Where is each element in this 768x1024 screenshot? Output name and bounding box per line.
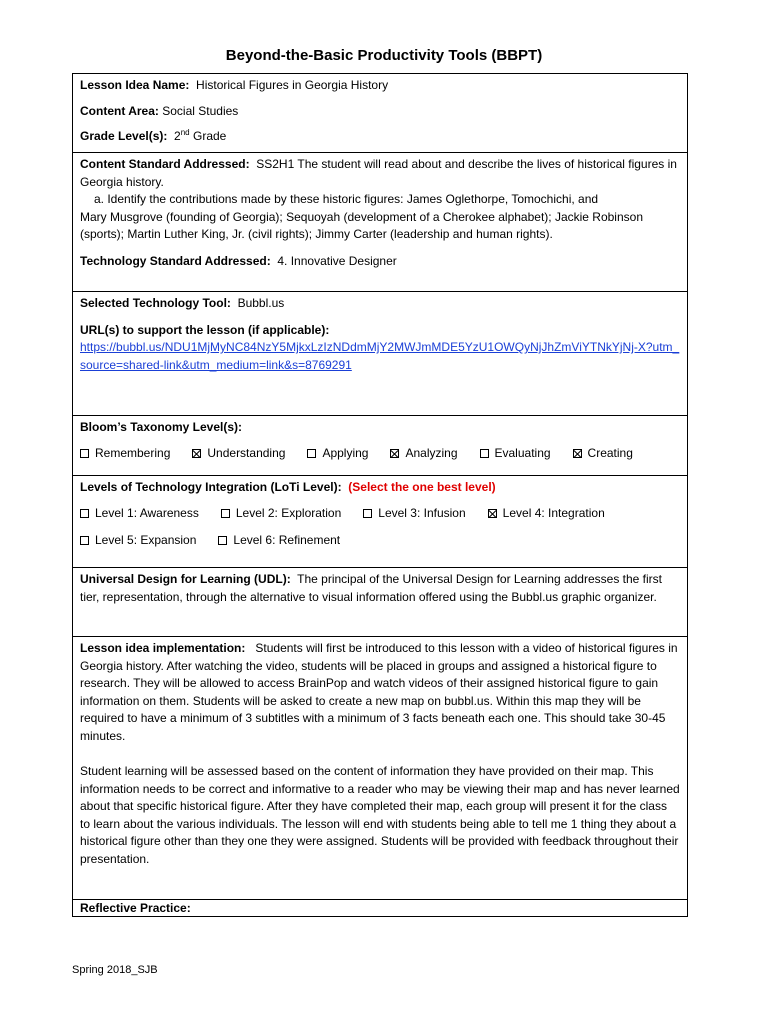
lesson-name-line	[80, 77, 680, 95]
content-standard	[80, 156, 680, 191]
udl-text-block	[80, 571, 680, 606]
loti-label: Levels of Technology Integration (LoTi Level):	[80, 480, 342, 494]
loti-option-level-5[interactable]: Level 5: Expansion	[80, 532, 196, 550]
grade-word: Grade	[192, 129, 227, 143]
blooms-option-understanding[interactable]: Understanding	[192, 445, 285, 463]
grade-suffix: nd	[180, 128, 190, 137]
implementation-para-1	[80, 640, 680, 745]
lesson-url-link[interactable]: https://bubbl.us/NDU1MjMyNC84NzY5MjkxLzIzNDdmMjY2MWJmMDE5YzU1OWQyNjJhZmViYTNkYjNj-X?utm_source=shared-link&utm_medium=link&s=8769291	[80, 340, 680, 372]
section-udl	[73, 568, 687, 637]
content-area-label: Content Area:	[80, 103, 159, 118]
checkbox-checked-icon[interactable]	[488, 509, 497, 518]
content-standard-text: SS2H1 The student will read about and describe the lives of historical figures in Georgia history.	[80, 157, 677, 189]
reflective-label: Reflective Practice:	[80, 901, 191, 915]
blooms-label: Bloom’s Taxonomy Level(s):	[80, 420, 243, 434]
grade-line	[80, 128, 680, 146]
section-blooms	[73, 416, 687, 476]
lesson-name-value: Historical Figures in Georgia History	[196, 78, 389, 92]
implementation-label: Lesson idea implementation:	[80, 641, 246, 655]
section-standards	[73, 153, 687, 292]
grade-label: Grade Level(s):	[80, 129, 168, 143]
grade-number: 2	[174, 129, 181, 143]
blooms-options	[80, 445, 680, 463]
loti-row-1	[80, 505, 680, 523]
checkbox-checked-icon[interactable]	[192, 449, 201, 458]
checkbox-icon[interactable]	[218, 536, 227, 545]
blooms-option-analyzing[interactable]: Analyzing	[390, 445, 457, 463]
tool-line	[80, 295, 680, 313]
section-reflective	[73, 900, 687, 916]
loti-option-level-3[interactable]: Level 3: Infusion	[363, 505, 465, 523]
content-area-value: Social Studies	[162, 103, 239, 118]
url-label: URL(s) to support the lesson (if applicable):	[80, 322, 330, 337]
checkbox-icon[interactable]	[480, 449, 489, 458]
tech-standard	[80, 253, 680, 271]
checkbox-icon[interactable]	[80, 509, 89, 518]
loti-option-level-1[interactable]: Level 1: Awareness	[80, 505, 199, 523]
loti-option-level-4[interactable]: Level 4: Integration	[488, 505, 605, 523]
loti-note: (Select the one best level)	[348, 480, 496, 494]
blooms-option-evaluating[interactable]: Evaluating	[480, 445, 551, 463]
tech-standard-value: 4. Innovative Designer	[277, 253, 397, 268]
checkbox-icon[interactable]	[363, 509, 372, 518]
section-implementation	[73, 637, 687, 900]
loti-option-level-2[interactable]: Level 2: Exploration	[221, 505, 341, 523]
loti-option-level-6[interactable]: Level 6: Refinement	[218, 532, 340, 550]
lesson-name-label: Lesson Idea Name:	[80, 78, 190, 92]
udl-label: Universal Design for Learning (UDL):	[80, 572, 291, 586]
blooms-option-remembering[interactable]: Remembering	[80, 445, 170, 463]
loti-row-2	[80, 532, 680, 550]
implementation-para-2: Student learning will be assessed based on the content of information they have provided on their map. This information needs to be correct and informative to a reader who may be viewing their map and has never learned about that specific historical figure. After they have completed their map, each group will present it for the class to learn about the various individuals. The lesson will end with students being able to tell me 1 thing they about a historical figure other than they one they were assigned. Students will be provided with feedback throughout their presentation.	[80, 764, 680, 866]
checkbox-icon[interactable]	[221, 509, 230, 518]
content-area-line	[80, 103, 680, 121]
blooms-option-applying[interactable]: Applying	[307, 445, 368, 463]
implementation-text-1: Students will first be introduced to this lesson with a video of historical figures in Georgia history. After watching the video, students will be placed in groups and assigned a historical figure to research. They will be allowed to access BrainPop and watch videos of their assigned historical figure to gain information on them. Students will be asked to create a new map on bubbl.us. Within this map they will be required to have a minimum of 3 subtitles with a minimum of 3 facts beneath each one. This should take 30-45 minutes.	[80, 641, 678, 743]
section-tool	[73, 292, 687, 416]
checkbox-icon[interactable]	[80, 449, 89, 458]
loti-header	[80, 479, 680, 497]
document-title: Beyond-the-Basic Productivity Tools (BBPT)	[225, 47, 543, 64]
blooms-option-creating[interactable]: Creating	[573, 445, 633, 463]
checkbox-checked-icon[interactable]	[390, 449, 399, 458]
content-standard-item-a: a. Identify the contributions made by these historic figures: James Oglethorpe, Tomochichi, and	[94, 192, 599, 206]
tool-value: Bubbl.us	[237, 296, 285, 310]
tech-standard-label: Technology Standard Addressed:	[80, 253, 271, 268]
page-footer: Spring 2018_SJB	[72, 964, 158, 976]
section-loti	[73, 476, 687, 568]
content-standard-label: Content Standard Addressed:	[80, 157, 250, 171]
lesson-form	[72, 73, 688, 917]
checkbox-icon[interactable]	[307, 449, 316, 458]
section-lesson-info	[73, 74, 687, 153]
checkbox-icon[interactable]	[80, 536, 89, 545]
checkbox-checked-icon[interactable]	[573, 449, 582, 458]
tool-label: Selected Technology Tool:	[80, 296, 231, 310]
content-standard-item-a-cont: Mary Musgrove (founding of Georgia); Sequoyah (development of a Cherokee alphabet); Jackie Robinson (sports); Martin Luther King, Jr. (civil rights); Jimmy Carter (leadership and human rights).	[80, 209, 643, 241]
udl-text: The principal of the Universal Design for Learning addresses the first tier, representation, through the alternative to visual information offered using the Bubbl.us graphic organizer.	[80, 572, 663, 604]
